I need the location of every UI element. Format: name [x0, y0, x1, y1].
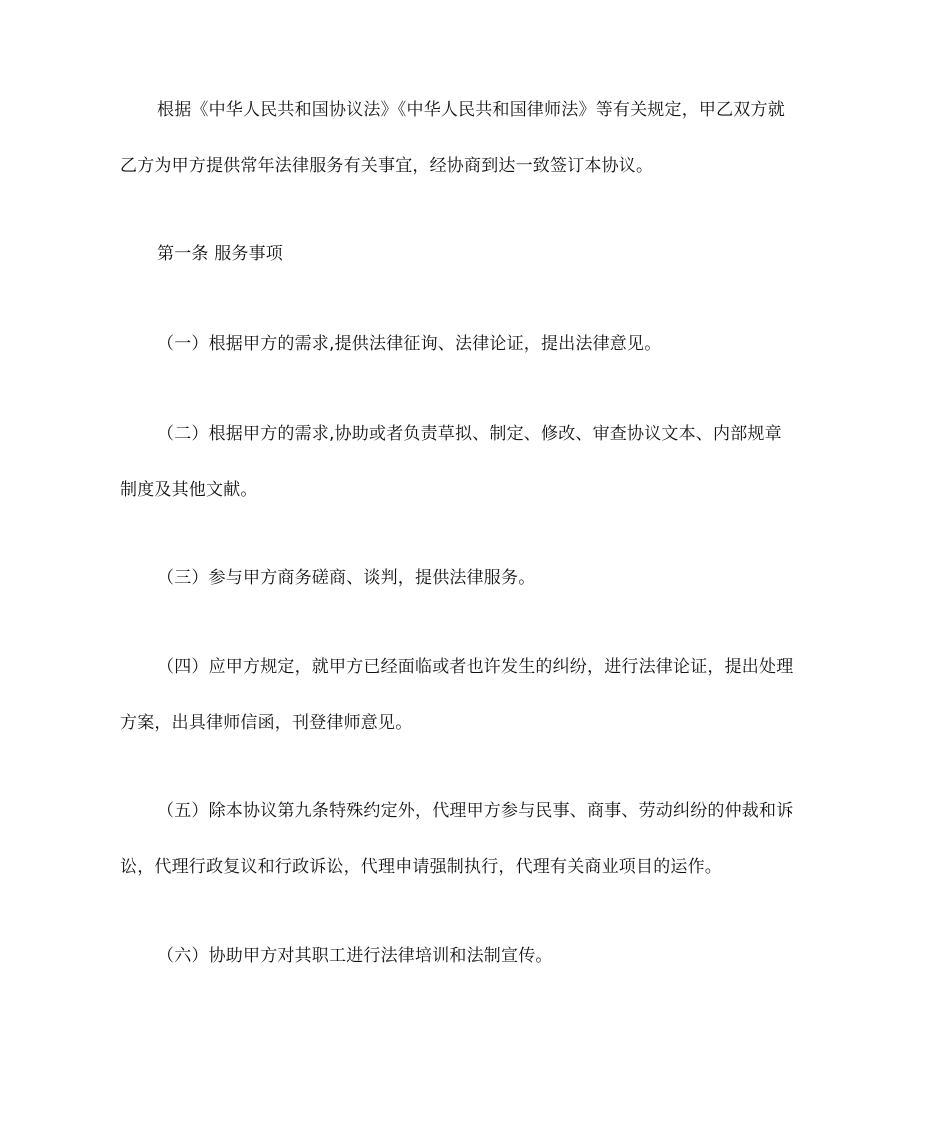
item-2-line-2: 制度及其他文献。	[120, 480, 258, 500]
item-5-line-2: 讼，代理行政复议和行政诉讼，代理申请强制执行，代理有关商业项目的运作。	[120, 857, 722, 877]
article-heading: 第一条 服务事项	[157, 244, 284, 264]
item-5-line-1: （五）除本协议第九条特殊约定外，代理甲方参与民事、商事、劳动纠纷的仲裁和诉	[157, 801, 794, 821]
item-6-line-1: （六）协助甲方对其职工进行法律培训和法制宣传。	[157, 946, 553, 966]
item-3-line-1: （三）参与甲方商务磋商、谈判，提供法律服务。	[157, 568, 536, 588]
item-4-line-2: 方案，出具律师信函，刊登律师意见。	[120, 713, 413, 733]
item-1-line-1: （一）根据甲方的需求,提供法律征询、法律论证，提出法律意见。	[157, 334, 662, 354]
intro-line-1: 根据《中华人民共和国协议法》《中华人民共和国律师法》等有关规定，甲乙双方就	[157, 100, 785, 120]
item-4-line-1: （四）应甲方规定，就甲方已经面临或者也许发生的纠纷，进行法律论证，提出处理	[157, 657, 794, 677]
item-2-line-1: （二）根据甲方的需求,协助或者负责草拟、制定、修改、审查协议文本、内部规章	[157, 424, 782, 444]
intro-line-2: 乙方为甲方提供常年法律服务有关事宜，经协商到达一致签订本协议。	[120, 156, 654, 176]
